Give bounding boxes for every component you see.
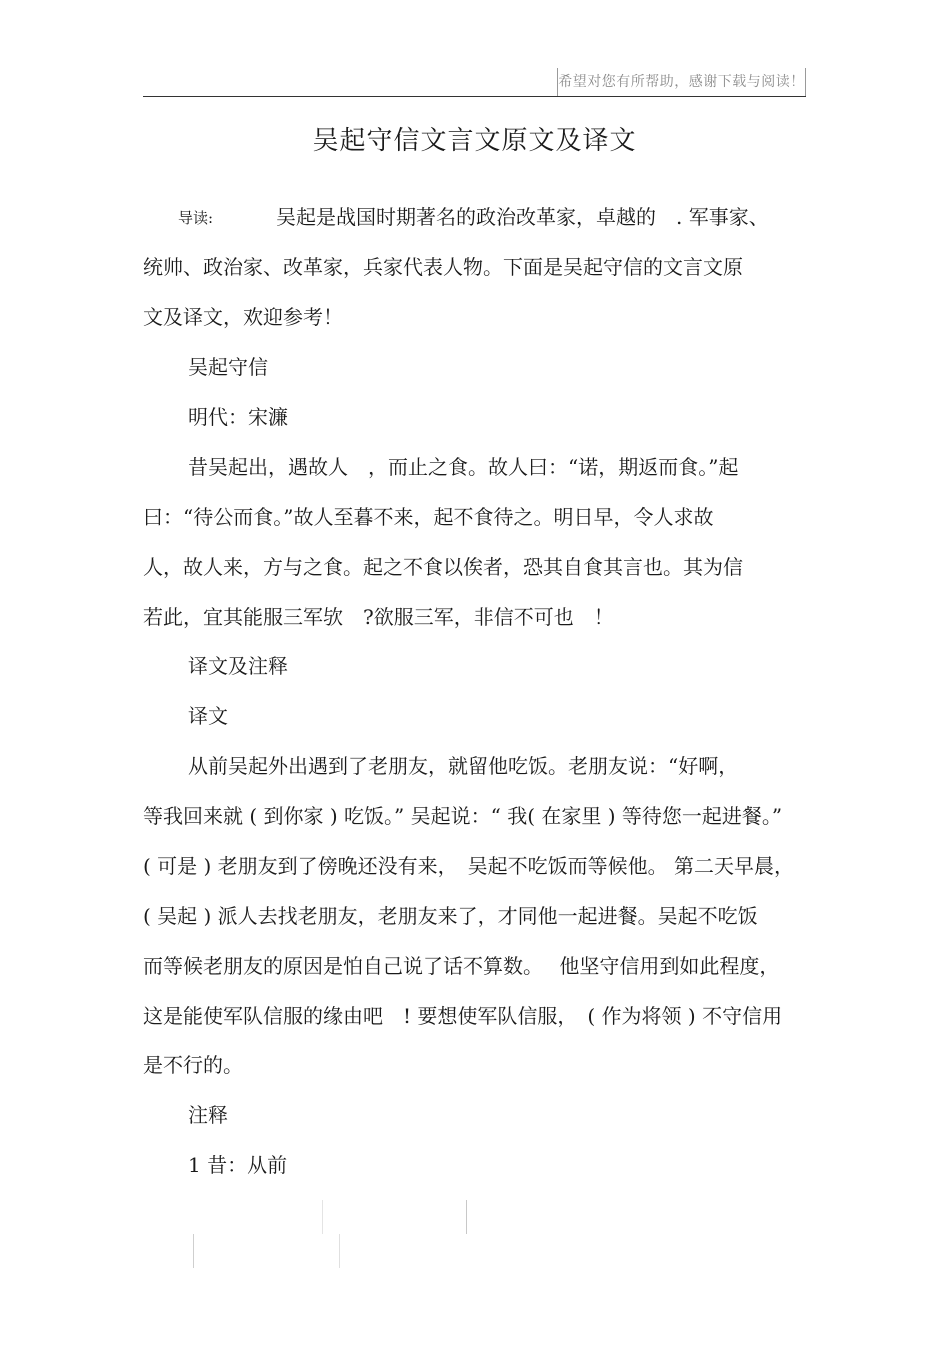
intro-line: 吴起是战国时期著名的政治改革家，卓越的 . 军事家、 bbox=[276, 205, 769, 229]
intro-line: 统帅、政治家、改革家，兵家代表人物。下面是吴起守信的文言文原 bbox=[143, 255, 743, 279]
section-subheading-translation: 译文 bbox=[188, 704, 228, 728]
intro-line: 文及译文，欢迎参考！ bbox=[143, 305, 343, 329]
section-heading-notes: 注释 bbox=[188, 1103, 228, 1127]
translation-line: 而等候老朋友的原因是怕自己说了话不算数。 他坚守信用到如此程度， bbox=[143, 954, 780, 978]
section-heading-translation-notes: 译文及注释 bbox=[188, 654, 288, 678]
faint-mark bbox=[322, 1200, 323, 1234]
faint-mark bbox=[339, 1234, 340, 1268]
author-line: 明代：宋濂 bbox=[188, 405, 288, 429]
faint-mark bbox=[193, 1234, 194, 1268]
translation-line: 这是能使军队信服的缘由吧 ! 要想使军队信服， ( 作为将领 ) 不守信用 bbox=[143, 1004, 783, 1028]
translation-line: ( 吴起 ) 派人去找老朋友，老朋友来了，才同他一起进餐。吴起不吃饭 bbox=[143, 904, 758, 928]
original-text-line: 人，故人来，方与之食。起之不食以俟者，恐其自食其言也。其为信 bbox=[143, 555, 743, 579]
translation-line: 等我回来就 ( 到你家 ) 吃饭。” 吴起说：“ 我( 在家里 ) 等待您一起进餐。” bbox=[143, 804, 783, 828]
original-text-line: 昔吴起出，遇故人 ，而止之食。故人曰：“诺，期返而食。”起 bbox=[188, 455, 739, 479]
section-heading-original: 吴起守信 bbox=[188, 355, 268, 379]
header-banner: 希望对您有所帮助，感谢下载与阅读！ bbox=[557, 68, 806, 96]
note-item: 1 昔：从前 bbox=[188, 1153, 288, 1177]
header-divider bbox=[143, 96, 806, 97]
original-text-line: 若此，宜其能服三军欤 ?欲服三军，非信不可也 ！ bbox=[143, 605, 614, 629]
original-text-line: 曰：“待公而食。”故人至暮不来，起不食待之。明日早，令人求故 bbox=[143, 505, 714, 529]
translation-line: 从前吴起外出遇到了老朋友，就留他吃饭。老朋友说：“好啊， bbox=[188, 754, 739, 778]
translation-line: ( 可是 ) 老朋友到了傍晚还没有来， 吴起不吃饭而等候他。 第二天早晨， bbox=[143, 854, 795, 878]
document-title: 吴起守信文言文原文及译文 bbox=[312, 126, 637, 156]
faint-mark bbox=[466, 1200, 467, 1234]
translation-line: 是不行的。 bbox=[143, 1053, 243, 1077]
intro-label: 导读: bbox=[178, 209, 214, 227]
